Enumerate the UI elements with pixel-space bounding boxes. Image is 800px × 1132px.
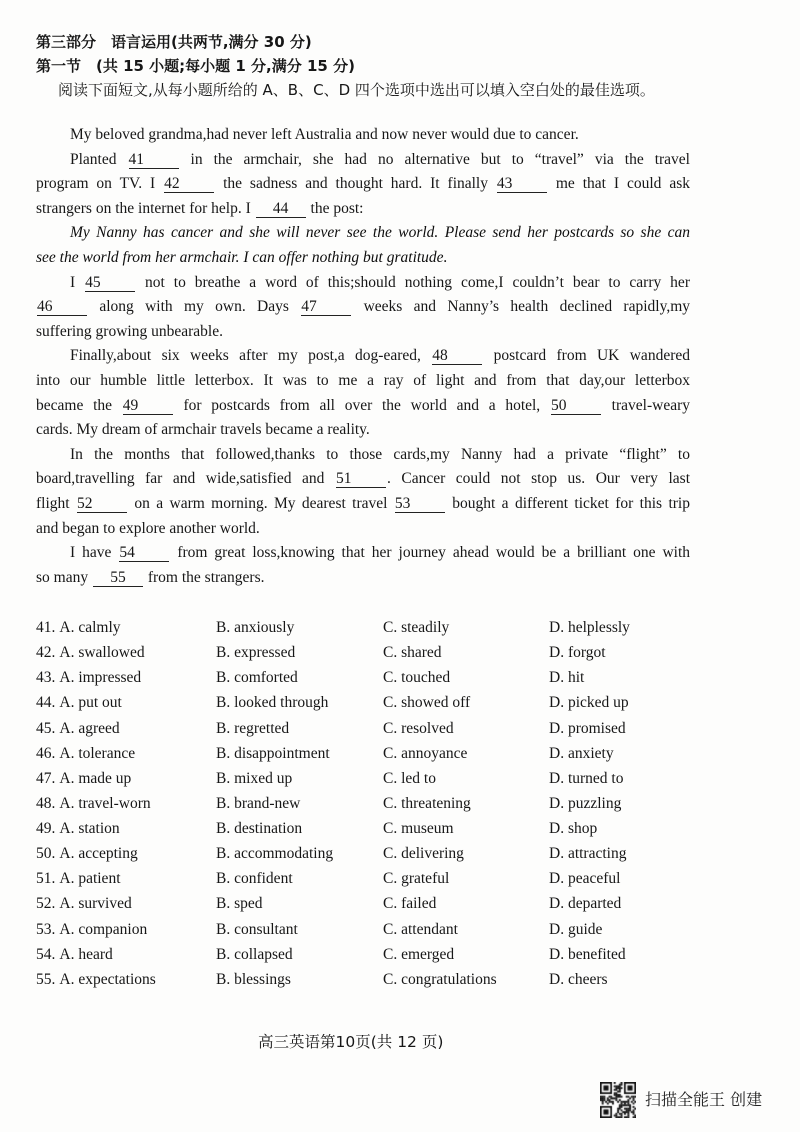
passage-line: [36, 123, 690, 148]
question-row: [36, 891, 736, 916]
option-b: [216, 716, 289, 741]
passage-text: the sadness and thought hard. It finally: [215, 175, 496, 193]
cloze-passage: [36, 123, 690, 590]
passage-text: see the world from her armchair. I can offer nothing but gratitude.: [36, 248, 448, 266]
question-row: [36, 816, 736, 841]
option-text: C. showed off: [383, 694, 471, 712]
option-a: [36, 942, 113, 967]
question-number: 55.: [36, 970, 56, 988]
question-number: 46.: [36, 744, 56, 762]
passage-text: . Cancer could not stop us. Our very last: [386, 470, 690, 488]
option-text: A. put out: [59, 694, 122, 712]
passage-line: [36, 197, 690, 222]
option-d: [549, 967, 608, 992]
option-text: A. companion: [59, 920, 148, 938]
passage-text: My Nanny has cancer and she will never see the world. Please send her postcards so she can: [70, 224, 690, 242]
passage-text: board,travelling far and wide,satisfied and: [36, 470, 335, 488]
passage-text: became the: [36, 396, 122, 414]
page-footer: 高三英语第10页(共 12 页): [258, 1033, 444, 1051]
question-row: [36, 716, 736, 741]
scanner-watermark: 扫描全能王 创建: [645, 1090, 763, 1109]
passage-text: My beloved grandma,had never left Australia and now never would due to cancer.: [70, 126, 579, 143]
option-d: [549, 716, 626, 741]
option-d: [549, 841, 626, 866]
passage-text: I: [70, 273, 85, 291]
option-text: D. puzzling: [549, 794, 622, 812]
option-text: A. agreed: [59, 719, 120, 737]
option-text: D. departed: [549, 895, 622, 913]
passage-line: [36, 541, 690, 566]
option-d: [549, 891, 621, 916]
option-text: A. survived: [59, 895, 132, 913]
option-text: A. tolerance: [59, 744, 136, 762]
option-a: [36, 967, 156, 992]
option-c: [383, 891, 436, 916]
passage-line: [36, 148, 690, 173]
question-number: 45.: [36, 719, 56, 737]
option-text: C. annoyance: [383, 744, 468, 762]
option-c: [383, 942, 454, 967]
option-b: [216, 917, 298, 942]
option-text: A. made up: [59, 769, 132, 787]
option-text: D. shop: [549, 820, 598, 837]
option-c: [383, 791, 471, 816]
option-text: B. destination: [216, 820, 303, 837]
blank-50: 50: [551, 397, 601, 415]
option-text: C. resolved: [383, 719, 454, 737]
option-text: A. heard: [59, 945, 113, 963]
passage-text: me that I could ask: [547, 175, 690, 193]
question-row: [36, 791, 736, 816]
option-text: B. blessings: [216, 970, 291, 988]
option-c: [383, 766, 436, 791]
option-a: [36, 665, 141, 690]
passage-text: postcard from UK wandered: [483, 347, 690, 365]
blank-49: 49: [123, 397, 173, 415]
blank-42: 42: [164, 175, 214, 193]
qr-code-icon: [600, 1082, 636, 1118]
passage-text: program on TV. I: [36, 175, 164, 193]
passage-text: I have: [70, 544, 119, 562]
passage-line: [36, 517, 690, 542]
option-a: [36, 716, 120, 741]
option-a: [36, 866, 121, 891]
option-text: A. expectations: [59, 970, 156, 988]
option-c: [383, 741, 467, 766]
question-number: 43.: [36, 669, 56, 687]
option-text: B. confident: [216, 870, 293, 888]
passage-line: [36, 566, 690, 591]
option-text: D. helplessly: [549, 619, 630, 636]
option-d: [549, 640, 606, 665]
question-row: [36, 942, 736, 967]
passage-text: so many: [36, 568, 92, 586]
option-d: [549, 690, 629, 715]
instructions: 阅读下面短文,从每小题所给的 A、B、C、D 四个选项中选出可以填入空白处的最佳选项。: [58, 81, 655, 99]
option-text: A. travel-worn: [59, 794, 151, 812]
option-b: [216, 866, 293, 891]
blank-44: 44: [256, 200, 306, 218]
option-text: C. failed: [383, 895, 437, 913]
question-row: [36, 690, 736, 715]
passage-text: strangers on the internet for help. I: [36, 199, 255, 217]
option-text: B. anxiously: [216, 619, 295, 636]
passage-line: [36, 271, 690, 296]
passage-text: suffering growing unbearable.: [36, 322, 223, 340]
option-text: D. anxiety: [549, 744, 614, 762]
option-d: [549, 766, 623, 791]
option-text: C. led to: [383, 769, 436, 787]
option-text: D. picked up: [549, 694, 629, 712]
option-text: C. touched: [383, 669, 451, 687]
question-number: 41.: [36, 619, 56, 636]
question-number: 52.: [36, 895, 56, 913]
option-b: [216, 741, 330, 766]
option-c: [383, 690, 470, 715]
passage-line: [36, 394, 690, 419]
option-b: [216, 615, 294, 640]
option-text: D. peaceful: [549, 870, 621, 888]
option-d: [549, 741, 614, 766]
option-a: [36, 816, 120, 841]
option-text: D. hit: [549, 669, 585, 687]
option-a: [36, 690, 122, 715]
question-row: [36, 967, 736, 992]
option-a: [36, 841, 138, 866]
option-text: A. station: [59, 820, 120, 837]
option-b: [216, 791, 300, 816]
option-d: [549, 665, 584, 690]
question-number: 42.: [36, 644, 56, 662]
option-text: B. disappointment: [216, 744, 330, 762]
blank-53: 53: [395, 495, 445, 513]
question-row: [36, 841, 736, 866]
option-d: [549, 791, 621, 816]
option-text: A. swallowed: [59, 644, 145, 662]
option-a: [36, 766, 131, 791]
option-text: C. shared: [383, 644, 442, 662]
passage-text: from the strangers.: [143, 568, 265, 586]
blank-52: 52: [77, 495, 127, 513]
option-c: [383, 615, 449, 640]
blank-54: 54: [119, 544, 169, 562]
option-d: [549, 917, 602, 942]
option-c: [383, 665, 450, 690]
passage-text: travel-weary: [601, 396, 690, 414]
option-a: [36, 741, 135, 766]
passage-text: the post:: [306, 199, 364, 217]
question-row: [36, 741, 736, 766]
option-c: [383, 716, 454, 741]
passage-line: [36, 443, 690, 468]
option-b: [216, 891, 263, 916]
option-b: [216, 665, 298, 690]
question-row: [36, 766, 736, 791]
option-text: D. guide: [549, 920, 603, 938]
option-c: [383, 640, 442, 665]
passage-line: [36, 172, 690, 197]
part-title: 第三部分 语言运用(共两节,满分 30 分): [36, 33, 312, 51]
option-a: [36, 891, 132, 916]
option-text: D. cheers: [549, 970, 608, 988]
option-text: C. delivering: [383, 845, 464, 863]
option-a: [36, 917, 147, 942]
passage-line: [36, 369, 690, 394]
option-text: C. steadily: [383, 619, 450, 636]
question-row: [36, 917, 736, 942]
passage-text: bought a different ticket for this trip: [445, 494, 690, 512]
post-quote-line: [36, 246, 690, 271]
option-text: B. looked through: [216, 694, 329, 712]
blank-41: 41: [129, 151, 179, 169]
passage-text: for postcards from all over the world and a hotel,: [173, 396, 550, 414]
passage-text: on a warm morning. My dearest travel: [127, 494, 394, 512]
passage-line: [36, 418, 690, 443]
option-text: C. attendant: [383, 920, 458, 938]
option-text: B. mixed up: [216, 769, 293, 787]
option-a: [36, 615, 121, 640]
option-text: C. congratulations: [383, 970, 497, 988]
option-a: [36, 791, 151, 816]
option-text: A. calmly: [59, 619, 121, 636]
passage-text: from great loss,knowing that her journey ahead would be a brilliant one with: [170, 544, 690, 562]
option-text: D. turned to: [549, 769, 624, 787]
option-text: C. emerged: [383, 945, 455, 963]
option-text: B. regretted: [216, 719, 290, 737]
option-text: B. comforted: [216, 669, 298, 687]
passage-text: flight: [36, 494, 76, 512]
question-number: 51.: [36, 870, 56, 888]
option-text: B. expressed: [216, 644, 296, 662]
blank-51: 51: [336, 470, 386, 488]
option-c: [383, 816, 454, 841]
passage-text: weeks and Nanny’s health declined rapidly,my: [352, 298, 690, 316]
option-text: C. museum: [383, 820, 454, 837]
passage-text: Planted: [70, 150, 128, 168]
option-b: [216, 640, 295, 665]
blank-48: 48: [432, 347, 482, 365]
option-b: [216, 841, 333, 866]
question-row: [36, 615, 736, 640]
passage-text: into our humble little letterbox. It was to me a ray of light and from that day,our letterbox: [36, 371, 690, 389]
passage-text: In the months that followed,thanks to those cards,my Nanny had a private “flight” to: [70, 445, 690, 463]
subsection-title: 第一节 (共 15 小题;每小题 1 分,满分 15 分): [36, 57, 355, 75]
option-text: B. sped: [216, 895, 263, 913]
option-text: D. attracting: [549, 845, 627, 863]
passage-line: [36, 467, 690, 492]
question-number: 53.: [36, 920, 56, 938]
blank-55: 55: [93, 569, 143, 587]
option-b: [216, 766, 292, 791]
blank-45: 45: [85, 274, 135, 292]
question-number: 47.: [36, 769, 56, 787]
blank-47: 47: [301, 298, 351, 316]
option-text: C. threatening: [383, 794, 471, 812]
option-text: A. impressed: [59, 669, 142, 687]
question-row: [36, 640, 736, 665]
question-number: 48.: [36, 794, 56, 812]
option-d: [549, 866, 620, 891]
option-text: B. collapsed: [216, 945, 293, 963]
option-text: B. brand-new: [216, 794, 301, 812]
passage-text: not to breathe a word of this;should nothing come,I couldn’t bear to carry her: [136, 273, 690, 291]
passage-text: along with my own. Days: [88, 298, 301, 316]
option-text: C. grateful: [383, 870, 450, 888]
question-number: 50.: [36, 845, 56, 863]
option-text: D. forgot: [549, 644, 606, 662]
option-d: [549, 615, 630, 640]
option-d: [549, 942, 626, 967]
option-c: [383, 917, 458, 942]
option-text: D. benefited: [549, 945, 626, 963]
passage-text: Finally,about six weeks after my post,a dog-eared,: [70, 347, 432, 365]
passage-line: [36, 320, 690, 345]
question-list: [36, 615, 736, 992]
option-c: [383, 866, 449, 891]
option-c: [383, 841, 464, 866]
question-row: [36, 866, 736, 891]
passage-text: cards. My dream of armchair travels became a reality.: [36, 421, 370, 439]
question-number: 44.: [36, 694, 56, 712]
option-text: B. consultant: [216, 920, 298, 938]
blank-46: 46: [37, 298, 87, 316]
option-text: A. patient: [59, 870, 121, 888]
option-text: D. promised: [549, 719, 626, 737]
option-b: [216, 690, 328, 715]
post-quote-line: [36, 221, 690, 246]
passage-text: in the armchair, she had no alternative but to “travel” via the travel: [179, 150, 690, 168]
option-b: [216, 967, 291, 992]
question-number: 54.: [36, 945, 56, 963]
option-c: [383, 967, 497, 992]
blank-43: 43: [497, 175, 547, 193]
option-text: B. accommodating: [216, 845, 334, 863]
passage-line: [36, 492, 690, 517]
option-text: A. accepting: [59, 845, 138, 863]
option-a: [36, 640, 145, 665]
option-d: [549, 816, 597, 841]
option-b: [216, 942, 293, 967]
option-b: [216, 816, 302, 841]
passage-line: [36, 344, 690, 369]
passage-line: [36, 295, 690, 320]
question-row: [36, 665, 736, 690]
passage-text: and began to explore another world.: [36, 519, 260, 537]
question-number: 49.: [36, 820, 56, 837]
